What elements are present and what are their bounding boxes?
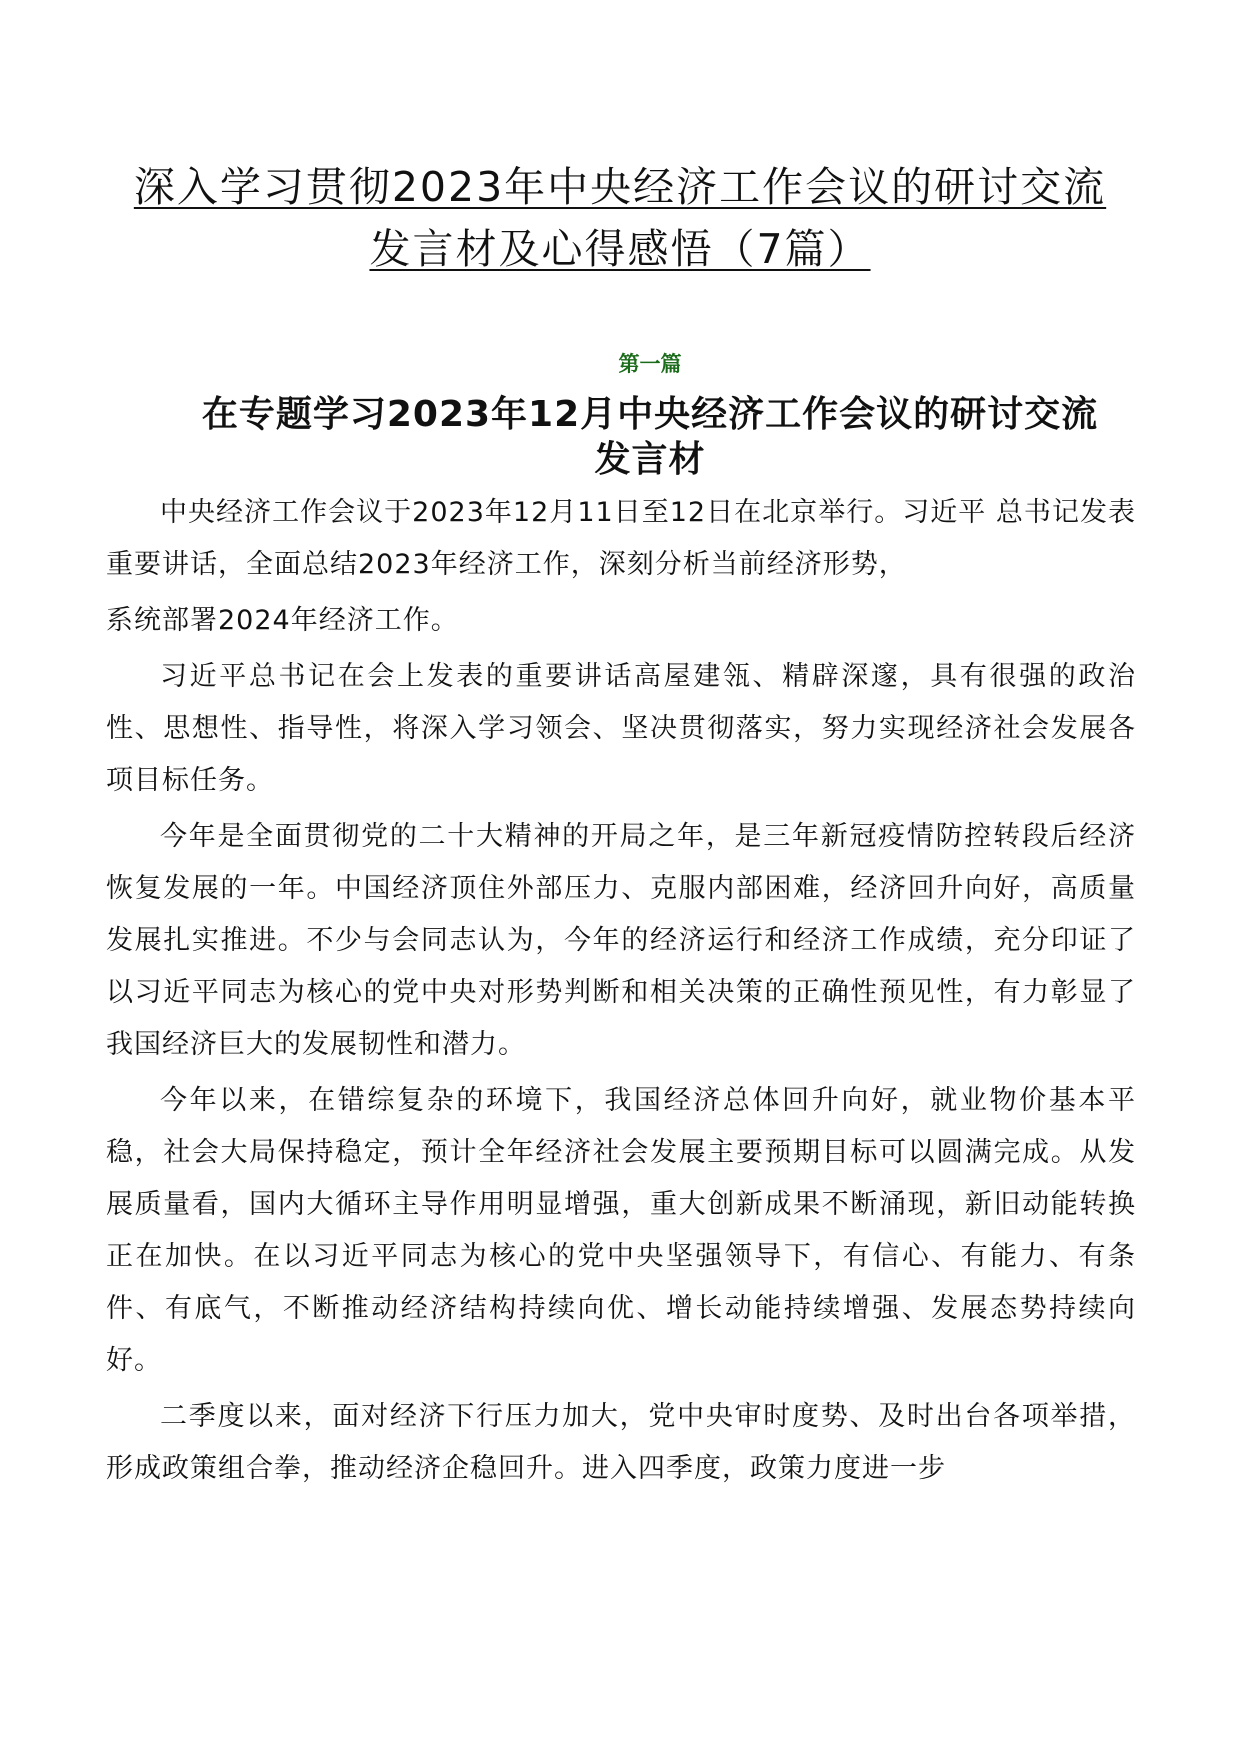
body-text <box>106 487 1136 1499</box>
document-title <box>100 156 1140 280</box>
document-title-line1: 深入学习贯彻2023年中央经济工作会议的研讨交流 <box>133 163 1107 211</box>
section-title <box>170 392 1130 482</box>
document-title-line2: 发言材及心得感悟（7篇） <box>369 225 871 273</box>
paragraph: 今年以来，在错综复杂的环境下，我国经济总体回升向好，就业物价基本平稳，社会大局保持稳定，预计全年经济社会发展主要预期目标可以圆满完成。从发展质量看，国内大循环主导作用明显增强，重大创新成果不断涌现，新旧动能转换正在加快。在以习近平同志为核心的党中央坚强领导下，有信心、有能力、有条件、有底气，不断推动经济结构持续向优、增长动能持续增强、发展态势持续向好。 <box>106 1085 1136 1376</box>
paragraph: 系统部署2024年经济工作。 <box>106 605 459 636</box>
section-label: 第一篇 <box>618 352 682 376</box>
paragraph: 今年是全面贯彻党的二十大精神的开局之年，是三年新冠疫情防控转段后经济恢复发展的一年。中国经济顶住外部压力、克服内部困难，经济回升向好，高质量发展扎实推进。不少与会同志认为，今年的经济运行和经济工作成绩，充分印证了以习近平同志为核心的党中央对形势判断和相关决策的正确性预见性，有力彰显了我国经济巨大的发展韧性和潜力。 <box>106 821 1136 1060</box>
paragraph: 中央经济工作会议于2023年12月11日至12日在北京举行。习近平 总书记发表重要讲话，全面总结2023年经济工作，深刻分析当前经济形势， <box>106 497 1136 580</box>
paragraph: 习近平总书记在会上发表的重要讲话高屋建瓴、精辟深邃，具有很强的政治性、思想性、指导性，将深入学习领会、坚决贯彻落实，努力实现经济社会发展各项目标任务。 <box>106 661 1136 796</box>
paragraph: 二季度以来，面对经济下行压力加大，党中央审时度势、及时出台各项举措，形成政策组合拳，推动经济企稳回升。进入四季度，政策力度进一步 <box>106 1401 1136 1484</box>
section-title-line2: 发言材 <box>594 439 706 480</box>
section-title-line1: 在专题学习2023年12月中央经济工作会议的研讨交流 <box>201 394 1099 435</box>
